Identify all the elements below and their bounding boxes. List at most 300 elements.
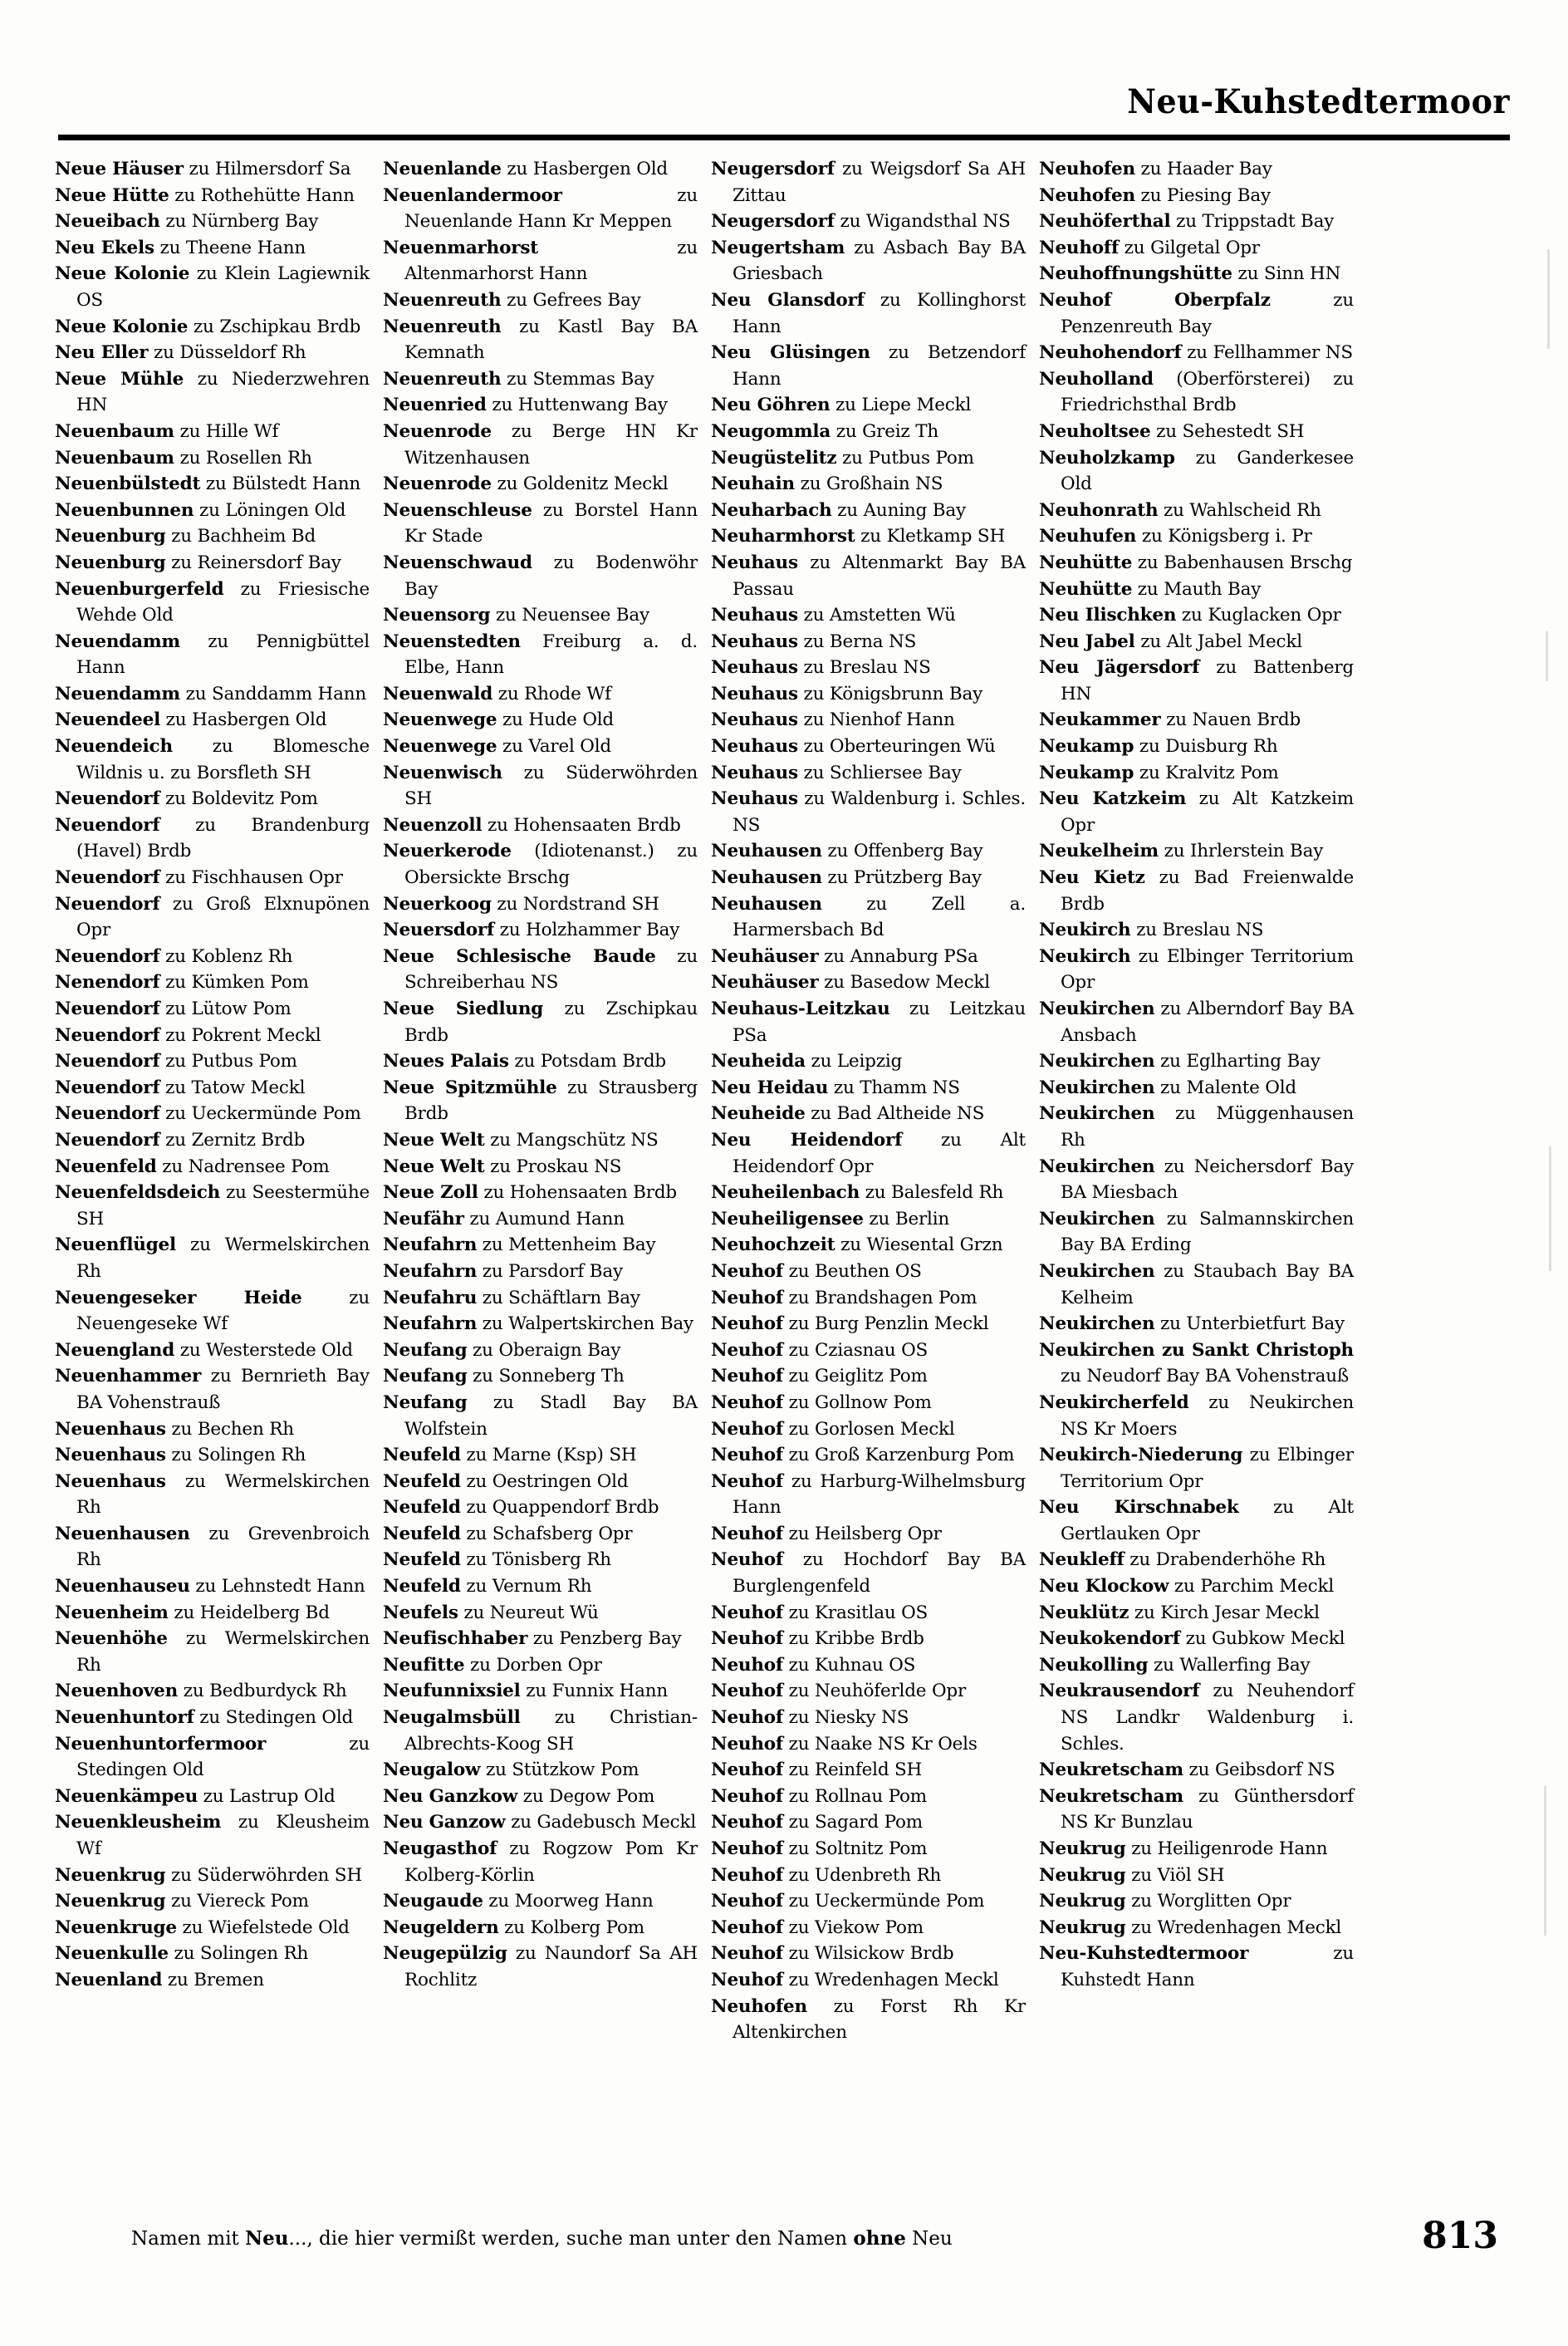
entry-headword: Neukirchen: [1039, 1051, 1155, 1072]
index-entry: [708, 1101, 1026, 1127]
entry-headword: Neuhof: [711, 1313, 783, 1335]
entry-reference: zu Süderwöhrden SH: [165, 1864, 362, 1886]
index-entry: [708, 1600, 1026, 1627]
entry-reference: zu Wermelskirchen Rh: [76, 1234, 370, 1282]
entry-headword: Neuhof: [711, 1891, 783, 1912]
index-entry: [51, 1232, 370, 1284]
entry-headword: Neuhof: [711, 1549, 783, 1571]
entry-headword: Neuhof: [711, 1602, 783, 1623]
entry-reference: zu Neuhendorf NS Landkr Waldenburg i. Schles.: [1061, 1681, 1354, 1755]
entry-reference: zu Altenmarkt Bay BA Passau: [733, 552, 1026, 600]
index-entry: [380, 498, 698, 550]
entry-reference: zu Großhain NS: [794, 474, 943, 495]
entry-reference: zu Penzenreuth Bay: [1061, 289, 1354, 337]
entry-headword: Neu Kirschnabek: [1039, 1497, 1239, 1519]
entry-headword: Neuenkrug: [55, 1864, 166, 1886]
entry-headword: Neu-Kuhstedtermoor: [1039, 1943, 1249, 1965]
entry-headword: Neuensorg: [383, 605, 491, 626]
entry-reference: zu Leitzkau PSa: [733, 999, 1026, 1046]
index-entry: [51, 1863, 370, 1889]
entry-reference: zu Dorben Opr: [464, 1654, 602, 1676]
index-entry: [380, 1469, 698, 1495]
entry-reference: zu Ihrlerstein Bay: [1158, 841, 1324, 862]
entry-reference: zu Zschipkau Brdb: [188, 316, 361, 337]
entry-reference: zu Pennigbüttel Hann: [76, 631, 370, 679]
index-entry: [1036, 1863, 1354, 1889]
entry-headword: Neuenwege: [383, 736, 497, 758]
index-entry: [380, 287, 698, 314]
entry-headword: Neuenbaum: [55, 447, 174, 469]
entry-reference: zu Klein Lagiewnik OS: [76, 263, 370, 311]
index-entry: [708, 523, 1026, 550]
index-entry: [51, 1363, 370, 1416]
entry-reference: zu Kleusheim Wf: [76, 1812, 370, 1859]
entry-reference: zu Altenmarhorst Hann: [404, 237, 698, 285]
index-entry: [380, 629, 698, 681]
entry-headword: Neue Schlesische Baude: [383, 945, 656, 967]
entry-headword: Neuengland: [55, 1339, 175, 1361]
index-entry: [1036, 1048, 1354, 1075]
entry-reference: zu Worglitten Opr: [1125, 1891, 1291, 1912]
entry-reference: zu Bechen Rh: [165, 1418, 294, 1440]
index-entry: [51, 550, 370, 577]
entry-reference: zu Kirch Jesar Meckl: [1129, 1602, 1320, 1623]
entry-reference: zu Bremen: [162, 1969, 264, 1990]
entry-headword: Neufahrn: [383, 1313, 478, 1335]
index-entry: [380, 1494, 698, 1521]
index-entry: [1036, 419, 1354, 445]
entry-reference: zu Heidelberg Bd: [168, 1602, 330, 1623]
index-entry: [1036, 1836, 1354, 1863]
entry-reference: zu Forst Rh Kr Altenkirchen: [733, 1995, 1026, 2044]
index-entry: [51, 1941, 370, 1967]
entry-headword: Neuenhoven: [55, 1681, 179, 1702]
entry-reference: zu Bad Freienwalde Brdb: [1061, 867, 1354, 915]
index-columns: [51, 156, 1517, 2175]
index-entry: [708, 1678, 1026, 1705]
entry-headword: Neue Siedlung: [383, 999, 544, 1019]
entry-reference: zu Neuhöferlde Opr: [782, 1681, 967, 1702]
entry-reference: zu Salmannskirchen Bay BA Erding: [1061, 1208, 1354, 1256]
index-entry: [708, 1626, 1026, 1652]
index-column-3: [708, 156, 1036, 2175]
index-entry: [708, 944, 1026, 970]
index-entry: [708, 1757, 1026, 1784]
index-entry: [51, 498, 370, 524]
entry-headword: Neuenland: [55, 1969, 163, 1990]
index-entry: [51, 1127, 370, 1154]
index-entry: [380, 1337, 698, 1364]
entry-reference: zu Zernitz Brdb: [159, 1129, 306, 1151]
entry-reference: zu Prützberg Bay: [821, 867, 982, 889]
index-entry: [380, 392, 698, 419]
entry-reference: zu Wermelskirchen Rh: [76, 1470, 370, 1519]
entry-headword: Neuhof: [711, 1418, 783, 1440]
entry-reference: zu Trippstadt Bay: [1170, 211, 1335, 233]
entry-reference: zu Heiligenrode Hann: [1125, 1838, 1328, 1859]
index-entry: [708, 1967, 1026, 1994]
index-entry: [380, 1180, 698, 1206]
index-entry: [1036, 996, 1354, 1048]
index-entry: [1036, 1573, 1354, 1600]
entry-reference: zu Ueckermünde Pom: [159, 1103, 361, 1125]
entry-headword: Neufischhaber: [383, 1628, 528, 1650]
entry-reference: zu Oberteuringen Wü: [797, 736, 996, 758]
entry-headword: Neues Palais: [383, 1051, 509, 1072]
index-entry: [1036, 734, 1354, 760]
entry-headword: Neuerkerode: [383, 841, 512, 862]
entry-headword: Neuhof: [711, 1785, 783, 1807]
entry-headword: Neugersdorf: [711, 159, 835, 179]
entry-headword: Neuharbach: [711, 499, 832, 521]
entry-headword: Neukamp: [1039, 736, 1134, 758]
entry-reference: zu Sanddamm Hann: [179, 683, 366, 704]
index-entry: [708, 392, 1026, 419]
entry-reference: zu Günthersdorf NS Kr Bunzlau: [1061, 1785, 1354, 1833]
index-entry: [51, 1075, 370, 1102]
index-entry: [51, 969, 370, 996]
index-entry: [708, 1259, 1026, 1285]
index-entry: [1036, 1547, 1354, 1573]
index-entry: [1036, 1311, 1354, 1337]
index-entry: [708, 445, 1026, 472]
index-entry: [380, 1311, 698, 1337]
entry-headword: Neukretscham: [1039, 1760, 1183, 1781]
index-entry: [380, 1888, 698, 1915]
entry-headword: Neuhaus-Leitzkau: [711, 999, 890, 1019]
entry-reference: zu Gubkow Meckl: [1179, 1628, 1345, 1650]
index-entry: [51, 523, 370, 550]
index-entry: [708, 1521, 1026, 1548]
entry-headword: Neuhufen: [1039, 526, 1137, 547]
index-entry: [51, 1442, 370, 1469]
entry-headword: Neuenreuth: [383, 316, 502, 337]
entry-headword: Neuhof: [711, 1445, 783, 1466]
entry-reference: zu Elbinger Territorium Opr: [1061, 1445, 1354, 1492]
entry-reference: zu Alt Jabel Meckl: [1134, 631, 1302, 652]
entry-reference: zu Funnix Hann: [520, 1681, 669, 1702]
index-entry: [708, 1363, 1026, 1390]
entry-reference: zu Walpertskirchen Bay: [477, 1313, 693, 1335]
entry-headword: Neuharmhorst: [711, 526, 855, 547]
entry-headword: Neuhof: [711, 1812, 783, 1833]
index-entry: [380, 891, 698, 918]
index-entry: [51, 681, 370, 708]
entry-headword: Neuhochzeit: [711, 1234, 835, 1256]
entry-reference: zu Aumund Hann: [463, 1208, 625, 1229]
footer-note-emphasis-ohne: ohne: [853, 2227, 906, 2250]
index-entry: [380, 734, 698, 760]
entry-headword: Neuenlande: [383, 159, 502, 179]
entry-headword: Neuenkämpeu: [55, 1785, 198, 1807]
entry-reference: zu Nürnberg Bay: [159, 211, 319, 233]
entry-headword: Neugasthof: [383, 1838, 497, 1859]
index-entry: [1036, 183, 1354, 209]
entry-headword: Neuhof: [711, 1654, 783, 1676]
entry-reference: zu Niederzwehren HN: [76, 368, 370, 416]
index-entry: [708, 156, 1026, 209]
entry-reference: zu Schreiberhau NS: [404, 945, 698, 994]
entry-reference: zu Wiesental Grzn: [835, 1234, 1003, 1256]
entry-reference: zu Burg Penzlin Meckl: [782, 1313, 989, 1335]
entry-reference: zu Brandenburg (Havel) Brdb: [76, 814, 370, 862]
entry-headword: Neuendorf: [55, 1103, 160, 1125]
entry-headword: Neuenbunnen: [55, 499, 194, 521]
index-entry: [708, 1469, 1026, 1521]
entry-reference: zu Haader Bay: [1134, 159, 1272, 179]
entry-reference: zu Penzberg Bay: [527, 1628, 682, 1650]
index-entry: [380, 235, 698, 287]
index-entry: [1036, 1206, 1354, 1259]
entry-reference: zu Kribbe Brdb: [782, 1628, 924, 1650]
index-entry: [1036, 1101, 1354, 1153]
index-entry: [708, 498, 1026, 524]
entry-headword: Neufeld: [383, 1470, 461, 1492]
entry-reference: zu Tatow Meckl: [159, 1077, 306, 1098]
index-entry: [380, 550, 698, 602]
entry-reference: zu Rollnau Pom: [782, 1785, 927, 1807]
entry-headword: Neuhaus: [711, 683, 798, 704]
entry-reference: zu Amstetten Wü: [797, 605, 956, 626]
entry-reference: zu Kralvitz Pom: [1134, 762, 1279, 783]
entry-reference: zu Geiglitz Pom: [782, 1366, 928, 1387]
index-entry: [51, 419, 370, 445]
entry-headword: Neuendorf: [55, 999, 160, 1019]
index-entry: [51, 1784, 370, 1810]
entry-headword: Neuhaus: [711, 762, 798, 783]
entry-headword: Neu Jabel: [1039, 631, 1135, 652]
index-entry: [51, 1154, 370, 1180]
entry-reference: zu Grevenbroich Rh: [76, 1523, 370, 1571]
entry-headword: Neu Ilischken: [1039, 605, 1177, 626]
entry-headword: Neuhof: [711, 1523, 783, 1544]
index-entry: [1036, 1678, 1354, 1757]
entry-headword: Neuhütte: [1039, 578, 1133, 600]
entry-reference: zu Christian-Albrechts-Koog SH: [404, 1707, 698, 1755]
entry-headword: Neu Heidau: [711, 1077, 829, 1098]
index-entry: [708, 1915, 1026, 1941]
index-entry: [51, 261, 370, 313]
index-entry: [708, 681, 1026, 708]
index-entry: [708, 1048, 1026, 1075]
entry-headword: Neuhütte: [1039, 552, 1133, 573]
entry-headword: Neuenlandermoor: [383, 184, 562, 206]
entry-headword: Neuendorf: [55, 788, 160, 810]
entry-reference: zu Auning Bay: [831, 499, 966, 521]
entry-headword: Neuenhaus: [55, 1418, 166, 1440]
entry-reference: zu Harburg-Wilhelmsburg Hann: [733, 1470, 1026, 1519]
entry-reference: zu Reinersdorf Bay: [165, 552, 341, 573]
entry-headword: Neuenreuth: [383, 289, 502, 311]
entry-reference: zu Eglharting Bay: [1154, 1051, 1321, 1072]
index-entry: [708, 865, 1026, 891]
index-entry: [708, 1206, 1026, 1233]
entry-reference: zu Alt Gertlauken Opr: [1061, 1497, 1354, 1544]
entry-reference: zu Stützkow Pom: [480, 1760, 639, 1781]
index-entry: [1036, 1626, 1354, 1652]
index-column-2: [380, 156, 708, 2175]
entry-headword: Neuenhuntorf: [55, 1707, 194, 1729]
index-entry: [51, 577, 370, 629]
entry-headword: Neuenried: [383, 395, 487, 416]
entry-reference: zu Elbinger Territorium Opr: [1061, 945, 1354, 994]
index-entry: [51, 340, 370, 366]
index-entry: [380, 1600, 698, 1627]
index-entry: [51, 1678, 370, 1705]
index-entry: [1036, 1075, 1354, 1102]
entry-headword: Neuenburg: [55, 526, 166, 547]
entry-headword: Neuhäuser: [711, 945, 819, 967]
entry-headword: Neuheide: [711, 1103, 806, 1125]
entry-reference: (Oberförsterei) zu Friedrichsthal Brdb: [1061, 368, 1354, 416]
entry-reference: zu Udenbreth Rh: [782, 1864, 942, 1886]
index-entry: [380, 602, 698, 629]
entry-headword: Neuenhammer: [55, 1366, 202, 1387]
entry-reference: zu Drabenderhöhe Rh: [1124, 1549, 1326, 1571]
footer-note-prefix: Namen mit: [131, 2228, 246, 2250]
index-entry: [1036, 944, 1354, 996]
index-entry: [380, 1442, 698, 1469]
entry-reference: zu Holzhammer Bay: [494, 920, 680, 941]
entry-reference: zu Oestringen Old: [460, 1470, 629, 1492]
entry-headword: Neukirchen: [1039, 1208, 1155, 1229]
entry-headword: Neufahru: [383, 1287, 478, 1308]
entry-headword: Neugeldern: [383, 1917, 499, 1938]
entry-reference: zu Viereck Pom: [165, 1891, 309, 1912]
entry-headword: Neukirch-Niederung: [1039, 1445, 1243, 1466]
entry-headword: Neu Heidendorf: [711, 1129, 903, 1151]
index-entry: [380, 944, 698, 996]
entry-reference: zu Kletkamp SH: [855, 526, 1006, 547]
entry-headword: Neuhof: [711, 1628, 783, 1650]
entry-reference: zu Sagard Pom: [782, 1812, 923, 1833]
entry-reference: zu Rothehütte Hann: [169, 184, 355, 206]
entry-headword: Neukrug: [1039, 1917, 1126, 1938]
index-entry: [1036, 1600, 1354, 1627]
index-entry: [1036, 261, 1354, 287]
index-entry: [51, 1416, 370, 1443]
index-entry: [51, 1521, 370, 1573]
entry-headword: Neuhaus: [711, 657, 798, 679]
entry-headword: Neufahrn: [383, 1260, 478, 1282]
entry-headword: Neuhof: [711, 1681, 783, 1702]
index-entry: [708, 969, 1026, 996]
entry-reference: zu Berge HN Kr Witzenhausen: [404, 420, 698, 469]
entry-reference: zu Fischhausen Opr: [159, 867, 343, 889]
entry-reference: zu Gefrees Bay: [501, 289, 641, 311]
entry-reference: zu Hasbergen Old: [160, 709, 327, 731]
entry-reference: zu Wermelskirchen Rh: [76, 1628, 370, 1676]
index-entry: [380, 471, 698, 498]
entry-reference: zu Quappendorf Brdb: [460, 1497, 659, 1519]
header-rule: [58, 135, 1510, 140]
entry-reference: zu Schäftlarn Bay: [477, 1287, 640, 1308]
entry-headword: Neukirchen: [1039, 1077, 1155, 1098]
index-entry: [380, 1705, 698, 1757]
index-entry: [51, 156, 370, 183]
entry-reference: zu Stemmas Bay: [501, 368, 654, 390]
entry-reference: zu Oberaign Bay: [467, 1339, 621, 1361]
index-entry: [708, 1652, 1026, 1679]
entry-reference: zu Mangschütz NS: [484, 1129, 659, 1151]
entry-reference: zu Viöl SH: [1125, 1864, 1225, 1886]
entry-reference: zu Mauth Bay: [1132, 578, 1262, 600]
entry-reference: zu Westerstede Old: [174, 1339, 353, 1361]
entry-headword: Neue Mühle: [55, 368, 184, 390]
entry-headword: Neuklütz: [1039, 1602, 1129, 1623]
page-edge-artifact: [1544, 1786, 1546, 1936]
entry-headword: Neuhof: [711, 1838, 783, 1859]
entry-headword: Neuenrode: [383, 420, 492, 442]
entry-reference: zu Niesky NS: [782, 1707, 909, 1729]
entry-headword: Neukirchen: [1039, 999, 1155, 1019]
entry-reference: zu Degow Pom: [517, 1785, 655, 1807]
entry-reference: zu Berlin: [863, 1208, 950, 1229]
index-entry: [1036, 1652, 1354, 1679]
entry-reference: zu Alt Katzkeim Opr: [1061, 788, 1354, 836]
entry-headword: Neuenfeldsdeich: [55, 1182, 221, 1204]
entry-headword: Neukirchen: [1039, 1260, 1155, 1282]
entry-headword: Neuenstedten: [383, 631, 521, 652]
entry-reference: zu Blomesche Wildnis u. zu Borsfleth SH: [76, 736, 370, 783]
entry-reference: zu Neuengeseke Wf: [76, 1287, 370, 1335]
entry-headword: Neuendorf: [55, 1077, 160, 1098]
entry-headword: Neuendeich: [55, 736, 173, 758]
index-entry: [380, 1363, 698, 1390]
entry-headword: Neu Göhren: [711, 395, 831, 416]
entry-headword: Neukrug: [1039, 1891, 1126, 1912]
entry-headword: Neuendorf: [55, 1051, 160, 1072]
entry-reference: zu Hohensaaten Brdb: [482, 814, 681, 836]
entry-reference: zu Parsdorf Bay: [477, 1260, 623, 1282]
index-entry: [708, 209, 1026, 235]
entry-reference: zu Rogzow Pom Kr Kolberg-Körlin: [404, 1838, 698, 1886]
entry-headword: Neuendorf: [55, 814, 160, 836]
entry-reference: zu Bodenwöhr Bay: [404, 552, 698, 600]
entry-reference: zu Nadrensee Pom: [156, 1156, 330, 1177]
entry-reference: zu Kollinghorst Hann: [733, 289, 1026, 337]
index-entry: [51, 1731, 370, 1784]
index-entry: [51, 1023, 370, 1049]
entry-headword: Neuhof: [711, 1733, 783, 1755]
index-entry: [51, 734, 370, 786]
entry-reference: (Idiotenanst.) zu Obersickte Brschg: [404, 841, 698, 889]
index-entry: [708, 1731, 1026, 1758]
entry-headword: Neuenheim: [55, 1602, 169, 1623]
entry-reference: zu Balesfeld Rh: [860, 1182, 1004, 1204]
entry-reference: zu Bedburdyck Rh: [178, 1681, 347, 1702]
index-entry: [380, 1941, 698, 1993]
entry-reference: zu Wredenhagen Meckl: [1125, 1917, 1342, 1938]
entry-headword: Neuholtsee: [1039, 420, 1151, 442]
entry-headword: Neuhaus: [711, 631, 798, 652]
entry-reference: zu Breslau NS: [1130, 920, 1264, 941]
index-entry: [708, 602, 1026, 629]
entry-reference: zu Stedingen Old: [194, 1707, 354, 1729]
entry-reference: zu Kuhstedt Hann: [1061, 1943, 1354, 1990]
index-entry: [1036, 602, 1354, 629]
entry-headword: Neu Kietz: [1039, 867, 1145, 889]
entry-reference: zu Kolberg Pom: [498, 1917, 644, 1938]
index-entry: [380, 838, 698, 891]
entry-reference: zu Seestermühe SH: [76, 1182, 370, 1229]
index-entry: [1036, 156, 1354, 183]
entry-reference: zu Varel Old: [497, 736, 611, 758]
entry-reference: zu Schafsberg Opr: [460, 1523, 633, 1544]
entry-reference: zu Neukirchen NS Kr Moers: [1061, 1391, 1354, 1440]
index-entry: [380, 1521, 698, 1548]
index-entry: [51, 1180, 370, 1232]
